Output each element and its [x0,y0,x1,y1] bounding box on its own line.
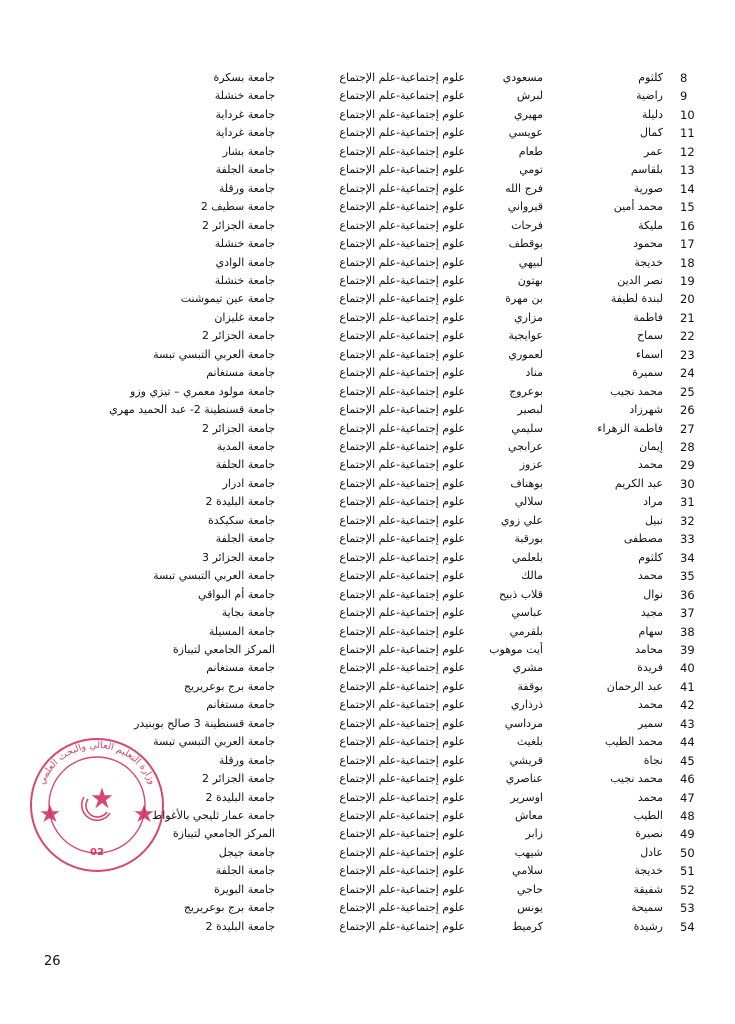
table-row [0,659,735,677]
university: جامعة ورقلة [218,181,275,195]
row-number: 22 [680,329,695,344]
university: جامعة البليدة 2 [205,495,275,509]
university: جامعة سكيكدة [208,513,275,527]
table-row [0,475,735,493]
first-name: فاطمة [633,310,663,324]
stamp-text: وزارة التعليم العالي والبحث العلمي [36,739,158,787]
university: جامعة الجزائر 2 [201,329,275,343]
specialty: علوم إجتماعية-علم الإجتماع [339,273,465,287]
specialty: علوم إجتماعية-علم الإجتماع [339,864,465,878]
university: جامعة المسيلة [208,624,275,638]
row-number: 29 [680,458,695,473]
row-number: 23 [680,347,695,362]
university: جامعة المدية [216,440,275,453]
first-name: شفيقة [633,882,663,896]
row-number: 26 [680,403,695,418]
university: جامعة سطيف 2 [200,200,275,214]
first-name: سميحة [631,901,663,915]
table-row [0,715,735,733]
last-name: عوايجية [508,329,543,343]
row-number: 27 [680,421,695,436]
stamp-emblem [43,790,151,820]
first-name: مليكة [638,218,663,232]
row-number: 38 [680,624,695,639]
first-name: محمد نجيب [610,384,663,398]
table-row [0,309,735,327]
row-number: 25 [680,384,695,399]
first-name: كلثوم [638,71,663,84]
first-name: سماح [636,329,663,343]
row-number: 53 [680,901,695,916]
specialty: علوم إجتماعية-علم الإجتماع [339,458,465,472]
first-name: مراد [643,495,663,509]
university: جامعة الجزائر 2 [201,421,275,435]
table-row [0,567,735,585]
university: المركز الجامعي لتيبازة [172,642,275,656]
first-name: محمد [637,569,663,583]
university: جامعة الجلفة [215,532,275,546]
last-name: مشري [512,661,543,675]
last-name: بورقبة [514,532,543,546]
university: جامعة الجلفة [215,458,275,472]
last-name: كرميط [512,919,543,933]
last-name: لبيهي [518,255,543,269]
row-number: 47 [680,790,695,805]
table-row [0,623,735,641]
university: جامعة خنشلة [214,273,275,287]
specialty: علوم إجتماعية-علم الإجتماع [339,550,465,564]
last-name: عباسي [511,606,543,620]
first-name: نصر الدين [617,273,663,287]
university: المركز الجامعي لتيبازة [172,827,275,841]
specialty: علوم إجتماعية-علم الإجتماع [339,200,465,214]
specialty: علوم إجتماعية-علم الإجتماع [339,901,465,915]
table-row [0,161,735,179]
first-name: عبد الكريم [614,476,663,490]
first-name: عمر [644,144,663,158]
specialty: علوم إجتماعية-علم الإجتماع [339,642,465,656]
specialty: علوم إجتماعية-علم الإجتماع [339,384,465,398]
university: جامعة بجاية [221,606,275,620]
first-name: دليلة [641,107,663,121]
first-name: كمال [640,126,663,140]
row-number: 33 [680,532,695,547]
university: جامعة مولود معمري – تيزي وزو [130,384,275,398]
first-name: مجيد [640,606,663,620]
last-name: عزوز [519,458,543,472]
specialty: علوم إجتماعية-علم الإجتماع [339,476,465,490]
university: جامعة عمار ثليجي بالأغواط [152,809,275,822]
specialty: علوم إجتماعية-علم الإجتماع [339,347,465,361]
last-name: تومي [519,163,543,177]
university: جامعة ورقلة [218,753,275,767]
university: جامعة خنشلة [214,89,275,103]
first-name: نصيرة [635,827,663,841]
row-number: 17 [680,237,695,252]
specialty: علوم إجتماعية-علم الإجتماع [339,606,465,620]
first-name: بلقاسم [630,163,663,177]
first-name: شهرزاد [629,403,663,417]
university: جامعة غرداية [215,126,275,140]
last-name: بلقرمي [509,624,543,638]
specialty: علوم إجتماعية-علم الإجتماع [339,532,465,546]
row-number: 30 [680,476,695,491]
table-row [0,217,735,235]
last-name: بوهناف [510,476,543,490]
specialty: علوم إجتماعية-علم الإجتماع [339,329,465,343]
table-row [0,493,735,511]
first-name: عبد الرحمان [606,679,663,693]
first-name: راضية [636,89,663,103]
last-name: زابر [525,827,543,841]
last-name: سلالي [514,495,543,509]
university: جامعة خنشلة [214,237,275,251]
specialty: علوم إجتماعية-علم الإجتماع [339,827,465,841]
row-number: 24 [680,366,695,381]
row-number: 12 [680,144,695,159]
first-name: محمد [637,698,663,712]
last-name: معاش [515,809,543,822]
table-row [0,604,735,622]
last-name: بوعروج [509,384,543,398]
last-name: عرابجي [507,440,543,453]
table-row [0,512,735,530]
table-row [0,881,735,899]
university: جامعة العربي التبسي تبسة [153,569,275,583]
last-name: فرج الله [505,181,543,195]
specialty: علوم إجتماعية-علم الإجتماع [339,366,465,380]
first-name: محمد الطيب [604,735,663,749]
row-number: 46 [680,772,695,787]
university: جامعة مستغانم [206,661,275,675]
table-row [0,530,735,548]
specialty: علوم إجتماعية-علم الإجتماع [339,181,465,195]
specialty: علوم إجتماعية-علم الإجتماع [339,310,465,324]
table-row [0,678,735,696]
specialty: علوم إجتماعية-علم الإجتماع [339,809,465,822]
first-name: محمد نجيب [610,772,663,786]
row-number: 19 [680,273,695,288]
specialty: علوم إجتماعية-علم الإجتماع [339,126,465,140]
table-row [0,106,735,124]
last-name: لبصير [517,403,543,417]
university: جامعة عين تيموشنت [180,292,275,306]
university: جامعة أم البواقي [198,587,275,601]
last-name: عناصري [505,772,543,786]
first-name: فاطمة الزهراء [597,421,663,435]
first-name: فريدة [637,661,663,675]
first-name: نوال [643,587,663,601]
last-name: بوقفة [517,679,543,693]
table-row [0,456,735,474]
official-stamp [22,735,172,875]
specialty: علوم إجتماعية-علم الإجتماع [339,661,465,675]
last-name: اوسرير [510,790,543,804]
last-name: سليمي [511,421,543,435]
first-name: اسماء [635,347,663,361]
last-name: بلغيث [516,735,543,749]
university: جامعة العربي التبسي تبسة [153,735,275,749]
last-name: بوقطف [508,237,543,251]
row-number: 31 [680,495,695,510]
university: جامعة غرداية [215,107,275,121]
last-name: مرداسي [504,716,543,730]
university: جامعة برج بوعريريج [183,679,275,693]
university: جامعة البليدة 2 [205,919,275,933]
first-name: خديجة [634,255,663,269]
specialty: علوم إجتماعية-علم الإجتماع [339,403,465,417]
university: جامعة قسنطينة 2- عبد الحميد مهري [109,403,275,417]
specialty: علوم إجتماعية-علم الإجتماع [339,421,465,435]
university: جامعة مستغانم [206,366,275,380]
table-row [0,549,735,567]
specialty: علوم إجتماعية-علم الإجتماع [339,495,465,509]
university: جامعة الجلفة [215,163,275,177]
table-row [0,586,735,604]
row-number: 35 [680,569,695,584]
university: جامعة قسنطينة 3 صالح بوبنيدر [134,716,275,730]
specialty: علوم إجتماعية-علم الإجتماع [339,753,465,767]
table-row [0,143,735,161]
university: جامعة البليدة 2 [205,790,275,804]
row-number: 8 [680,71,688,85]
specialty: علوم إجتماعية-علم الإجتماع [339,845,465,859]
table-row [0,364,735,382]
specialty: علوم إجتماعية-علم الإجتماع [339,569,465,583]
first-name: عادل [640,845,663,859]
last-name: عويسي [508,126,543,140]
table-row [0,383,735,401]
row-number: 51 [680,864,695,879]
university: جامعة الوادي [215,255,275,269]
row-number: 15 [680,200,695,215]
row-number: 52 [680,882,695,897]
first-name: نبيل [644,513,663,527]
first-name: سميرة [632,366,663,380]
table-row [0,69,735,87]
row-number: 13 [680,163,695,178]
specialty: علوم إجتماعية-علم الإجتماع [339,89,465,103]
first-name: الطيب [633,809,663,822]
table-row [0,899,735,917]
row-number: 43 [680,716,695,731]
row-number: 50 [680,845,695,860]
university: جامعة العربي التبسي تبسة [153,347,275,361]
row-number: 36 [680,587,695,602]
last-name: مالك [521,569,543,583]
last-name: بن مهرة [505,292,543,306]
specialty: علوم إجتماعية-علم الإجتماع [339,513,465,527]
table-row [0,254,735,272]
row-number: 42 [680,698,695,713]
stamp-number: 02 [90,847,104,858]
first-name: رشيدة [633,919,663,933]
first-name: محمود [633,237,663,251]
table-row [0,327,735,345]
specialty: علوم إجتماعية-علم الإجتماع [339,790,465,804]
table-row [0,401,735,419]
row-number: 32 [680,513,695,528]
first-name: خديجة [634,864,663,878]
table-row [0,235,735,253]
last-name: أيت موهوب [489,642,543,656]
university: جامعة غليزان [214,310,275,324]
table-row [0,272,735,290]
first-name: محمد أمين [613,200,663,214]
table-row [0,346,735,364]
page-number: 26 [44,954,61,969]
specialty: علوم إجتماعية-علم الإجتماع [339,71,465,84]
university: جامعة جيجل [218,845,275,859]
first-name: إيمان [639,440,663,453]
last-name: طعام [518,144,543,158]
first-name: مصطفى [623,532,663,546]
first-name: كلثوم [638,550,663,564]
first-name: محمد [637,458,663,472]
row-number: 11 [680,126,695,141]
university: جامعة البويرة [213,882,275,896]
specialty: علوم إجتماعية-علم الإجتماع [339,237,465,251]
specialty: علوم إجتماعية-علم الإجتماع [339,440,465,453]
table-row [0,180,735,198]
specialty: علوم إجتماعية-علم الإجتماع [339,107,465,121]
specialty: علوم إجتماعية-علم الإجتماع [339,679,465,693]
table-row [0,198,735,216]
row-number: 49 [680,827,695,842]
first-name: لبندة لطيفة [610,292,663,306]
row-number: 28 [680,440,695,454]
last-name: علي زوي [500,513,543,527]
row-number: 44 [680,735,695,750]
specialty: علوم إجتماعية-علم الإجتماع [339,772,465,786]
first-name: نجاة [643,753,663,767]
table-row [0,641,735,659]
last-name: بلعلمي [511,550,543,564]
last-name: لعموري [508,347,543,361]
first-name: محمد [637,790,663,804]
last-name: بهتون [517,273,543,287]
specialty: علوم إجتماعية-علم الإجتماع [339,218,465,232]
last-name: قيرواني [507,200,543,214]
table-row [0,438,735,456]
row-number: 37 [680,606,695,621]
table-row [0,124,735,142]
last-name: حاجي [516,882,543,896]
specialty: علوم إجتماعية-علم الإجتماع [339,698,465,712]
university: جامعة الجلفة [215,864,275,878]
row-number: 9 [680,89,688,104]
last-name: قريشي [509,753,543,767]
last-name: مهيري [514,107,543,121]
last-name: سلامي [512,864,543,878]
last-name: لبرش [516,89,543,103]
row-number: 41 [680,679,695,694]
university: جامعة الجزائر 3 [201,550,275,564]
row-number: 48 [680,809,695,823]
first-name: صورية [633,181,663,195]
table-row [0,87,735,105]
specialty: علوم إجتماعية-علم الإجتماع [339,919,465,933]
specialty: علوم إجتماعية-علم الإجتماع [339,255,465,269]
last-name: مزاري [514,310,543,324]
specialty: علوم إجتماعية-علم الإجتماع [339,144,465,158]
specialty: علوم إجتماعية-علم الإجتماع [339,882,465,896]
row-number: 21 [680,310,695,325]
row-number: 16 [680,218,695,233]
university: جامعة برج بوعريريج [183,901,275,915]
specialty: علوم إجتماعية-علم الإجتماع [339,716,465,730]
row-number: 10 [680,107,695,122]
specialty: علوم إجتماعية-علم الإجتماع [339,735,465,749]
last-name: فرحات [511,218,543,232]
table-row [0,290,735,308]
last-name: مناد [525,366,543,380]
table-row [0,918,735,936]
row-number: 54 [680,919,695,934]
row-number: 20 [680,292,695,307]
university: جامعة الجزائر 2 [201,218,275,232]
row-number: 45 [680,753,695,768]
row-number: 18 [680,255,695,270]
last-name: شيهب [514,845,543,859]
row-number: 14 [680,181,695,196]
university: جامعة بسكرة [213,71,275,84]
last-name: مسعودي [502,71,543,84]
university: جامعة الجزائر 2 [201,772,275,786]
university: جامعة ادرار [222,476,275,490]
first-name: سهام [638,624,663,638]
row-number: 40 [680,661,695,676]
specialty: علوم إجتماعية-علم الإجتماع [339,163,465,177]
specialty: علوم إجتماعية-علم الإجتماع [339,587,465,601]
table-row [0,696,735,714]
last-name: ذرذاري [510,698,543,712]
university: جامعة بشار [222,144,275,158]
specialty: علوم إجتماعية-علم الإجتماع [339,624,465,638]
specialty: علوم إجتماعية-علم الإجتماع [339,292,465,306]
row-number: 39 [680,642,695,657]
first-name: سمير [638,716,663,730]
first-name: محامد [634,642,663,656]
table-row [0,420,735,438]
row-number: 34 [680,550,695,565]
university: جامعة مستغانم [206,698,275,712]
last-name: قلاب ذبيح [498,587,543,601]
last-name: يونس [517,901,543,915]
